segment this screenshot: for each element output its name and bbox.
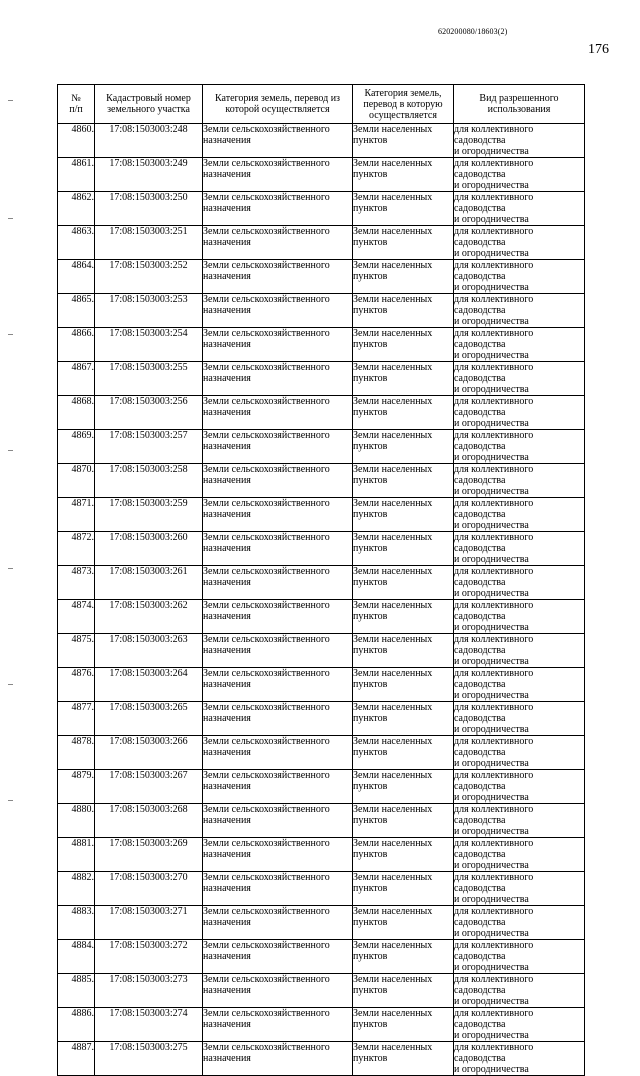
category-to: Земли населенных пунктов xyxy=(353,430,454,464)
permitted-use: для коллективного садоводства и огородничества xyxy=(454,192,585,226)
row-number: 4873. xyxy=(58,566,95,600)
permitted-use: для коллективного садоводства и огородничества xyxy=(454,1042,585,1076)
category-to: Земли населенных пунктов xyxy=(353,532,454,566)
table-row xyxy=(58,736,585,770)
row-number: 4883. xyxy=(58,906,95,940)
cadastral-number: 17:08:1503003:265 xyxy=(95,702,203,736)
cadastral-number: 17:08:1503003:256 xyxy=(95,396,203,430)
category-to: Земли населенных пунктов xyxy=(353,736,454,770)
cadastral-number: 17:08:1503003:273 xyxy=(95,974,203,1008)
table-row xyxy=(58,158,585,192)
row-number: 4886. xyxy=(58,1008,95,1042)
cadastral-number: 17:08:1503003:259 xyxy=(95,498,203,532)
table-row xyxy=(58,362,585,396)
table-row xyxy=(58,328,585,362)
permitted-use: для коллективного садоводства и огородничества xyxy=(454,1008,585,1042)
category-from: Земли сельскохозяйственного назначения xyxy=(203,974,353,1008)
permitted-use: для коллективного садоводства и огородничества xyxy=(454,770,585,804)
permitted-use: для коллективного садоводства и огородничества xyxy=(454,498,585,532)
table-row xyxy=(58,770,585,804)
page-number: 176 xyxy=(588,42,609,57)
category-from: Земли сельскохозяйственного назначения xyxy=(203,226,353,260)
column-header-category-from: Категория земель, перевод из которой осуществляется xyxy=(203,85,353,124)
row-number: 4878. xyxy=(58,736,95,770)
category-to: Земли населенных пунктов xyxy=(353,1042,454,1076)
table-row xyxy=(58,974,585,1008)
category-from: Земли сельскохозяйственного назначения xyxy=(203,124,353,158)
permitted-use: для коллективного садоводства и огородничества xyxy=(454,906,585,940)
permitted-use: для коллективного садоводства и огородничества xyxy=(454,600,585,634)
permitted-use: для коллективного садоводства и огородничества xyxy=(454,226,585,260)
category-to: Земли населенных пунктов xyxy=(353,906,454,940)
category-to: Земли населенных пунктов xyxy=(353,124,454,158)
category-to: Земли населенных пунктов xyxy=(353,396,454,430)
cadastral-number: 17:08:1503003:253 xyxy=(95,294,203,328)
permitted-use: для коллективного садоводства и огородничества xyxy=(454,804,585,838)
category-to: Земли населенных пунктов xyxy=(353,1008,454,1042)
category-to: Земли населенных пунктов xyxy=(353,804,454,838)
category-from: Земли сельскохозяйственного назначения xyxy=(203,430,353,464)
row-number: 4865. xyxy=(58,294,95,328)
row-number: 4875. xyxy=(58,634,95,668)
row-number: 4870. xyxy=(58,464,95,498)
cadastral-number: 17:08:1503003:250 xyxy=(95,192,203,226)
category-from: Земли сельскохозяйственного назначения xyxy=(203,532,353,566)
cadastral-number: 17:08:1503003:269 xyxy=(95,838,203,872)
permitted-use: для коллективного садоводства и огородничества xyxy=(454,736,585,770)
cadastral-number: 17:08:1503003:275 xyxy=(95,1042,203,1076)
category-to: Земли населенных пунктов xyxy=(353,498,454,532)
table-row xyxy=(58,1042,585,1076)
table-row xyxy=(58,872,585,906)
cadastral-number: 17:08:1503003:264 xyxy=(95,668,203,702)
table-row xyxy=(58,600,585,634)
column-header-permitted-use: Вид разрешенного использования xyxy=(454,85,585,124)
table-row xyxy=(58,226,585,260)
table-row xyxy=(58,1008,585,1042)
category-to: Земли населенных пунктов xyxy=(353,294,454,328)
category-from: Земли сельскохозяйственного назначения xyxy=(203,464,353,498)
table-row xyxy=(58,430,585,464)
cadastral-number: 17:08:1503003:251 xyxy=(95,226,203,260)
category-from: Земли сельскохозяйственного назначения xyxy=(203,566,353,600)
category-from: Земли сельскохозяйственного назначения xyxy=(203,498,353,532)
column-header-category-to: Категория земель, перевод в которую осуществляется xyxy=(353,85,454,124)
category-from: Земли сельскохозяйственного назначения xyxy=(203,1042,353,1076)
row-number: 4877. xyxy=(58,702,95,736)
row-number: 4887. xyxy=(58,1042,95,1076)
cadastral-number: 17:08:1503003:252 xyxy=(95,260,203,294)
table-row xyxy=(58,634,585,668)
category-from: Земли сельскохозяйственного назначения xyxy=(203,396,353,430)
row-number: 4867. xyxy=(58,362,95,396)
cadastral-number: 17:08:1503003:261 xyxy=(95,566,203,600)
table-row xyxy=(58,532,585,566)
permitted-use: для коллективного садоводства и огородничества xyxy=(454,396,585,430)
table-row xyxy=(58,124,585,158)
row-number: 4885. xyxy=(58,974,95,1008)
table-row xyxy=(58,260,585,294)
category-from: Земли сельскохозяйственного назначения xyxy=(203,702,353,736)
row-number: 4879. xyxy=(58,770,95,804)
category-to: Земли населенных пунктов xyxy=(353,158,454,192)
category-to: Земли населенных пунктов xyxy=(353,226,454,260)
category-to: Земли населенных пунктов xyxy=(353,566,454,600)
permitted-use: для коллективного садоводства и огородничества xyxy=(454,838,585,872)
category-from: Земли сельскохозяйственного назначения xyxy=(203,906,353,940)
permitted-use: для коллективного садоводства и огородничества xyxy=(454,464,585,498)
row-number: 4880. xyxy=(58,804,95,838)
cadastral-number: 17:08:1503003:267 xyxy=(95,770,203,804)
row-number: 4864. xyxy=(58,260,95,294)
permitted-use: для коллективного садоводства и огородничества xyxy=(454,974,585,1008)
cadastral-number: 17:08:1503003:249 xyxy=(95,158,203,192)
row-number: 4866. xyxy=(58,328,95,362)
cadastral-number: 17:08:1503003:274 xyxy=(95,1008,203,1042)
category-to: Земли населенных пунктов xyxy=(353,634,454,668)
table-row xyxy=(58,838,585,872)
permitted-use: для коллективного садоводства и огородничества xyxy=(454,566,585,600)
permitted-use: для коллективного садоводства и огородничества xyxy=(454,362,585,396)
table-row xyxy=(58,906,585,940)
permitted-use: для коллективного садоводства и огородничества xyxy=(454,872,585,906)
table-row xyxy=(58,192,585,226)
column-header-cadastral: Кадастровый номер земельного участка xyxy=(95,85,203,124)
category-from: Земли сельскохозяйственного назначения xyxy=(203,328,353,362)
category-to: Земли населенных пунктов xyxy=(353,872,454,906)
cadastral-number: 17:08:1503003:266 xyxy=(95,736,203,770)
row-number: 4861. xyxy=(58,158,95,192)
category-from: Земли сельскохозяйственного назначения xyxy=(203,294,353,328)
category-to: Земли населенных пунктов xyxy=(353,464,454,498)
category-to: Земли населенных пунктов xyxy=(353,974,454,1008)
land-register-table xyxy=(57,84,585,1076)
category-to: Земли населенных пунктов xyxy=(353,328,454,362)
category-from: Земли сельскохозяйственного назначения xyxy=(203,736,353,770)
table-row xyxy=(58,668,585,702)
permitted-use: для коллективного садоводства и огородничества xyxy=(454,940,585,974)
row-number: 4868. xyxy=(58,396,95,430)
category-from: Земли сельскохозяйственного назначения xyxy=(203,838,353,872)
permitted-use: для коллективного садоводства и огородничества xyxy=(454,532,585,566)
table-row xyxy=(58,804,585,838)
row-number: 4860. xyxy=(58,124,95,158)
category-to: Земли населенных пунктов xyxy=(353,192,454,226)
table-row xyxy=(58,396,585,430)
category-to: Земли населенных пунктов xyxy=(353,940,454,974)
permitted-use: для коллективного садоводства и огородничества xyxy=(454,158,585,192)
row-number: 4863. xyxy=(58,226,95,260)
cadastral-number: 17:08:1503003:270 xyxy=(95,872,203,906)
cadastral-number: 17:08:1503003:257 xyxy=(95,430,203,464)
category-from: Земли сельскохозяйственного назначения xyxy=(203,158,353,192)
table-row xyxy=(58,702,585,736)
cadastral-number: 17:08:1503003:262 xyxy=(95,600,203,634)
cadastral-number: 17:08:1503003:272 xyxy=(95,940,203,974)
permitted-use: для коллективного садоводства и огородничества xyxy=(454,702,585,736)
table-row xyxy=(58,498,585,532)
category-from: Земли сельскохозяйственного назначения xyxy=(203,634,353,668)
category-from: Земли сельскохозяйственного назначения xyxy=(203,192,353,226)
category-from: Земли сельскохозяйственного назначения xyxy=(203,362,353,396)
category-to: Земли населенных пунктов xyxy=(353,702,454,736)
category-from: Земли сельскохозяйственного назначения xyxy=(203,260,353,294)
category-from: Земли сельскохозяйственного назначения xyxy=(203,804,353,838)
table-row xyxy=(58,464,585,498)
row-number: 4869. xyxy=(58,430,95,464)
table-row xyxy=(58,294,585,328)
margin-scan-marks xyxy=(8,0,28,905)
row-number: 4884. xyxy=(58,940,95,974)
cadastral-number: 17:08:1503003:260 xyxy=(95,532,203,566)
row-number: 4871. xyxy=(58,498,95,532)
row-number: 4872. xyxy=(58,532,95,566)
permitted-use: для коллективного садоводства и огородничества xyxy=(454,124,585,158)
permitted-use: для коллективного садоводства и огородничества xyxy=(454,430,585,464)
category-to: Земли населенных пунктов xyxy=(353,668,454,702)
category-from: Земли сельскохозяйственного назначения xyxy=(203,872,353,906)
category-from: Земли сельскохозяйственного назначения xyxy=(203,668,353,702)
row-number: 4874. xyxy=(58,600,95,634)
table-header-row xyxy=(58,85,585,124)
row-number: 4862. xyxy=(58,192,95,226)
table-body xyxy=(58,124,585,1076)
category-to: Земли населенных пунктов xyxy=(353,838,454,872)
cadastral-number: 17:08:1503003:271 xyxy=(95,906,203,940)
category-to: Земли населенных пунктов xyxy=(353,362,454,396)
category-from: Земли сельскохозяйственного назначения xyxy=(203,600,353,634)
cadastral-number: 17:08:1503003:263 xyxy=(95,634,203,668)
table-row xyxy=(58,566,585,600)
row-number: 4881. xyxy=(58,838,95,872)
cadastral-number: 17:08:1503003:268 xyxy=(95,804,203,838)
permitted-use: для коллективного садоводства и огородничества xyxy=(454,260,585,294)
category-from: Земли сельскохозяйственного назначения xyxy=(203,1008,353,1042)
category-from: Земли сельскохозяйственного назначения xyxy=(203,770,353,804)
cadastral-number: 17:08:1503003:255 xyxy=(95,362,203,396)
permitted-use: для коллективного садоводства и огородничества xyxy=(454,328,585,362)
cadastral-number: 17:08:1503003:254 xyxy=(95,328,203,362)
category-to: Земли населенных пунктов xyxy=(353,770,454,804)
category-to: Земли населенных пунктов xyxy=(353,600,454,634)
cadastral-number: 17:08:1503003:248 xyxy=(95,124,203,158)
document-code: 620200080/18603(2) xyxy=(438,27,508,36)
category-from: Земли сельскохозяйственного назначения xyxy=(203,940,353,974)
table-row xyxy=(58,940,585,974)
permitted-use: для коллективного садоводства и огородничества xyxy=(454,634,585,668)
permitted-use: для коллективного садоводства и огородничества xyxy=(454,668,585,702)
row-number: 4882. xyxy=(58,872,95,906)
column-header-number: № п/п xyxy=(58,85,95,124)
row-number: 4876. xyxy=(58,668,95,702)
category-to: Земли населенных пунктов xyxy=(353,260,454,294)
cadastral-number: 17:08:1503003:258 xyxy=(95,464,203,498)
permitted-use: для коллективного садоводства и огородничества xyxy=(454,294,585,328)
